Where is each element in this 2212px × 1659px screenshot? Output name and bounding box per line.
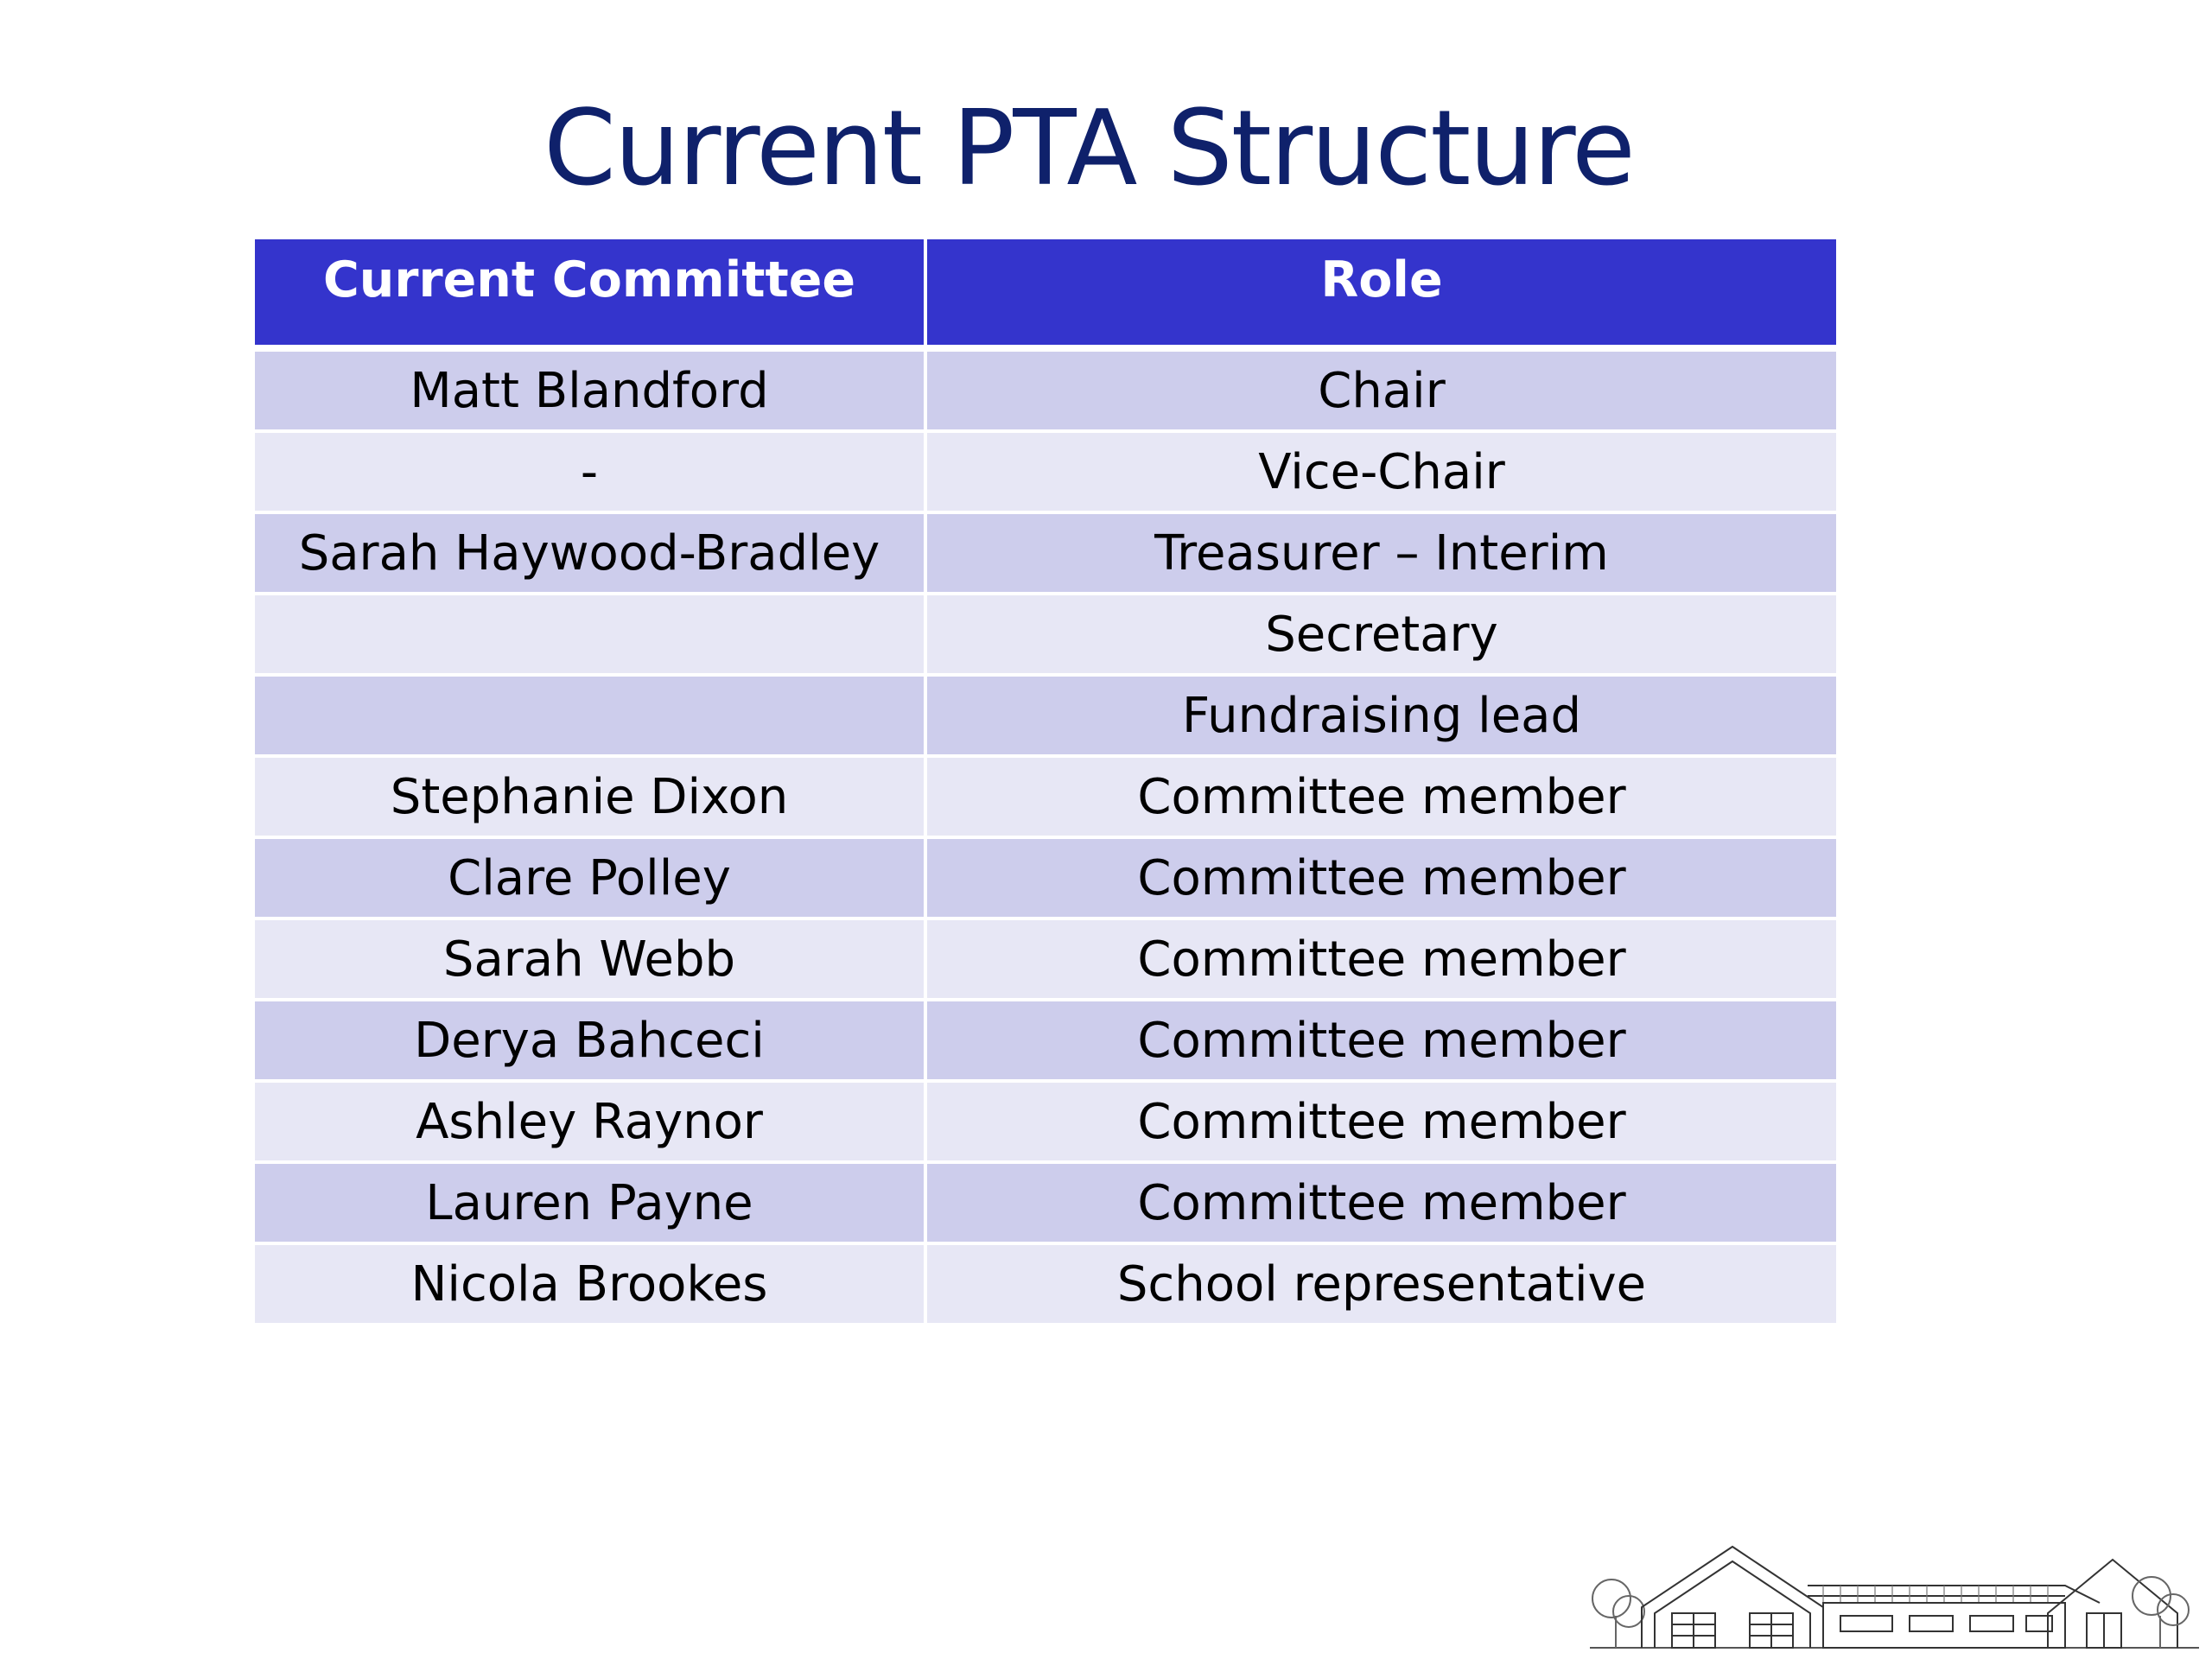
- table-row: [255, 839, 1836, 917]
- member-role: Committee member: [927, 839, 1836, 917]
- member-name: Sarah Haywood-Bradley: [255, 514, 924, 592]
- table-row: [255, 433, 1836, 511]
- committee-table: [255, 239, 1836, 1326]
- table-row: [255, 1164, 1836, 1242]
- member-role: School representative: [927, 1245, 1836, 1323]
- table-row: [255, 1083, 1836, 1160]
- table-row: [255, 920, 1836, 998]
- member-role: Committee member: [927, 1164, 1836, 1242]
- member-name: [255, 677, 924, 754]
- table-row: [255, 677, 1836, 754]
- table-row: [255, 595, 1836, 673]
- member-name: Stephanie Dixon: [255, 758, 924, 836]
- member-name: Clare Polley: [255, 839, 924, 917]
- table-row: [255, 1001, 1836, 1079]
- member-role: Committee member: [927, 1083, 1836, 1160]
- table-row: [255, 758, 1836, 836]
- member-name: Ashley Raynor: [255, 1083, 924, 1160]
- member-name: [255, 595, 924, 673]
- slide-title: Current PTA Structure: [543, 89, 1634, 209]
- member-role: Chair: [927, 352, 1836, 429]
- member-role: Fundraising lead: [927, 677, 1836, 754]
- member-role: Committee member: [927, 758, 1836, 836]
- header-current-committee: Current Committee: [255, 239, 924, 345]
- school-building-icon: [1581, 1534, 2203, 1655]
- table-row: [255, 514, 1836, 592]
- member-role: Vice-Chair: [927, 433, 1836, 511]
- table-row: [255, 352, 1836, 429]
- header-role: Role: [927, 239, 1836, 345]
- table-header-row: [255, 239, 1836, 345]
- member-name: Derya Bahceci: [255, 1001, 924, 1079]
- member-role: Treasurer – Interim: [927, 514, 1836, 592]
- member-name: Lauren Payne: [255, 1164, 924, 1242]
- member-role: Committee member: [927, 1001, 1836, 1079]
- member-name: Sarah Webb: [255, 920, 924, 998]
- member-name: Matt Blandford: [255, 352, 924, 429]
- member-role: Committee member: [927, 920, 1836, 998]
- member-name: -: [255, 433, 924, 511]
- member-name: Nicola Brookes: [255, 1245, 924, 1323]
- table-row: [255, 1245, 1836, 1323]
- member-role: Secretary: [927, 595, 1836, 673]
